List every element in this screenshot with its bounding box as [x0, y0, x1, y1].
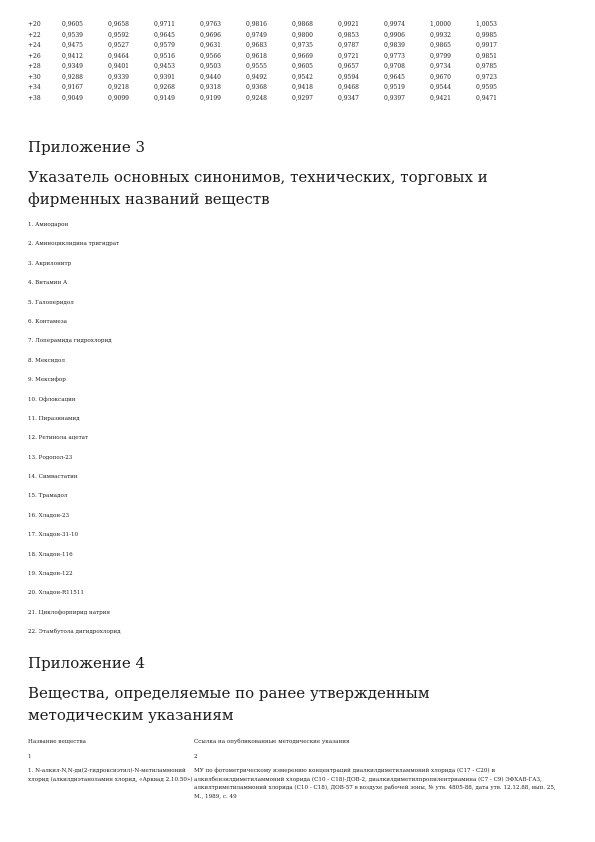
methods-table-column-numbers	[28, 753, 558, 767]
list-item: 14. Симвастатин	[28, 474, 78, 481]
value-cell: 0,9391	[154, 73, 175, 81]
value-cell: 0,9658	[108, 21, 129, 28]
value-cell: 1,0053	[476, 21, 497, 28]
table-row	[28, 62, 522, 73]
column-number-2: 2	[194, 754, 198, 760]
value-cell: 0,9631	[200, 42, 221, 49]
list-item: 22. Этамбутола дигидрохлорид	[28, 629, 121, 636]
value-cell: 0,9723	[476, 73, 497, 81]
method-reference: МУ по фотометрическому измерению концентраций диалкилдиметиламмоний хлорида (С17 - С20) и алкилбензилдиметиламмоний хлорида (С10 - С18)-ДОВ-2, диалкилдиметилпропилентриамина (С7 - С9) ЭФХАВ-ГАЗ, алкилтриметиламмоний хлорида (С10 - С18), ДОВ-57 в воздухе рабочей зоны, № утв. 4805-88, дата утв. 12.12.88, вып. 25, М., 1989, с. 49	[194, 768, 556, 800]
temperature-cell: +26	[28, 52, 41, 60]
table-row	[28, 31, 522, 42]
value-cell: 0,9657	[338, 63, 359, 70]
methods-table-row	[28, 767, 558, 801]
synonym-list	[28, 220, 121, 647]
value-cell: 0,9645	[154, 31, 175, 39]
list-item: 2. Аминоциклидина тригидрат	[28, 241, 120, 248]
value-cell: 0,9579	[154, 42, 175, 49]
density-table	[28, 20, 522, 104]
value-cell: 0,9799	[430, 52, 451, 60]
list-item: 7. Лоперамида гидрохлорид	[28, 338, 112, 345]
value-cell: 0,9248	[246, 94, 267, 102]
value-cell: 0,9288	[62, 73, 83, 81]
value-cell: 0,9519	[384, 84, 405, 91]
value-cell: 0,9542	[292, 73, 313, 81]
value-cell: 0,9749	[246, 31, 267, 39]
value-cell: 0,9412	[62, 52, 83, 60]
value-cell: 0,9851	[476, 52, 497, 60]
methods-table	[28, 738, 558, 801]
list-item: 10. Офлоксацин	[28, 396, 76, 403]
value-cell: 0,9555	[246, 63, 267, 70]
value-cell: 0,9149	[154, 94, 175, 102]
value-cell: 0,9440	[200, 73, 221, 81]
temperature-cell: +22	[28, 31, 41, 39]
value-cell: 0,9763	[200, 21, 221, 28]
value-cell: 0,9645	[384, 73, 405, 81]
value-cell: 0,9865	[430, 42, 451, 49]
value-cell: 0,9421	[430, 94, 451, 102]
value-cell: 0,9544	[430, 84, 451, 91]
value-cell: 0,9800	[292, 31, 313, 39]
value-cell: 0,9605	[62, 21, 83, 28]
list-item: 18. Хладон-116	[28, 551, 73, 558]
list-item: 15. Трамадол	[28, 493, 68, 500]
value-cell: 0,9735	[292, 42, 313, 49]
list-item: 12. Ретинола ацетат	[28, 435, 89, 442]
list-item: 8. Мексидол	[28, 357, 65, 364]
value-cell: 0,9708	[384, 63, 405, 70]
value-cell: 0,9464	[108, 52, 129, 60]
value-cell: 0,9401	[108, 63, 129, 70]
list-item: 20. Хладон-R11511	[28, 590, 84, 597]
table-row	[28, 41, 522, 52]
table-row	[28, 73, 522, 84]
value-cell: 0,9669	[292, 52, 313, 60]
list-item: 16. Хладон-23	[28, 512, 70, 519]
value-cell: 0,9453	[154, 63, 175, 70]
temperature-cell: +24	[28, 42, 41, 49]
value-cell: 0,9618	[246, 52, 267, 60]
list-item: 6. Контамеза	[28, 318, 68, 325]
table-row	[28, 94, 522, 105]
value-cell: 0,9853	[338, 31, 359, 39]
value-cell: 0,9921	[338, 21, 359, 28]
value-cell: 0,9318	[200, 84, 221, 91]
value-cell: 0,9683	[246, 42, 267, 49]
value-cell: 0,9471	[476, 94, 497, 102]
column-header-reference: Ссылка на опубликованные методические указания	[194, 739, 350, 745]
value-cell: 0,9397	[384, 94, 405, 102]
value-cell: 0,9773	[384, 52, 405, 60]
value-cell: 0,9339	[108, 73, 129, 81]
substance-name: 1. N-алкил-N,N-ди(2-гидроксиэтил)-N-метиламмоний хлорид (алкилдиэтаноламин хлорид, «Арквад 2.10.50»)	[28, 768, 193, 783]
value-cell: 0,9539	[62, 31, 83, 39]
temperature-cell: +28	[28, 63, 41, 70]
value-cell: 0,9785	[476, 63, 497, 70]
value-cell: 0,9711	[154, 21, 175, 28]
list-item: 19. Хладон-122	[28, 571, 73, 578]
value-cell: 0,9787	[338, 42, 359, 49]
temperature-cell: +38	[28, 94, 41, 102]
temperature-cell: +34	[28, 84, 41, 91]
value-cell: 0,9932	[430, 31, 451, 39]
value-cell: 0,9199	[200, 94, 221, 102]
value-cell: 0,9594	[338, 73, 359, 81]
value-cell: 0,9218	[108, 84, 129, 91]
methods-table-header	[28, 738, 558, 753]
value-cell: 0,9347	[338, 94, 359, 102]
value-cell: 0,9839	[384, 42, 405, 49]
column-header-substance: Название вещества	[28, 739, 86, 745]
column-number-1: 1	[28, 754, 32, 760]
value-cell: 0,9696	[200, 31, 221, 39]
value-cell: 0,9167	[62, 84, 83, 91]
value-cell: 0,9368	[246, 84, 267, 91]
list-item: 13. Родопол-23	[28, 454, 73, 461]
value-cell: 0,9349	[62, 63, 83, 70]
list-item: 11. Пиразинамид	[28, 415, 80, 422]
appendix-4-title: Вещества, определяемые по ранее утвержденным методическим указаниям	[28, 684, 430, 724]
temperature-cell: +30	[28, 73, 41, 81]
table-row	[28, 52, 522, 63]
value-cell: 0,9099	[108, 94, 129, 102]
value-cell: 0,9468	[338, 84, 359, 91]
value-cell: 0,9297	[292, 94, 313, 102]
list-item: 3. Акрилонитр	[28, 260, 72, 267]
value-cell: 0,9592	[108, 31, 129, 39]
value-cell: 0,9516	[154, 52, 175, 60]
list-item: 1. Амиодарон	[28, 222, 69, 228]
list-item: 5. Галоперидол	[28, 299, 74, 306]
table-row	[28, 20, 522, 31]
list-item: 21. Циклофорпирид натрия	[28, 609, 111, 616]
value-cell: 0,9974	[384, 21, 405, 28]
value-cell: 0,9418	[292, 84, 313, 91]
value-cell: 0,9049	[62, 94, 83, 102]
value-cell: 0,9605	[292, 63, 313, 70]
value-cell: 0,9566	[200, 52, 221, 60]
value-cell: 0,9670	[430, 73, 451, 81]
value-cell: 0,9906	[384, 31, 405, 39]
value-cell: 0,9503	[200, 63, 221, 70]
value-cell: 0,9917	[476, 42, 497, 49]
value-cell: 0,9816	[246, 21, 267, 28]
value-cell: 0,9868	[292, 21, 313, 28]
appendix-4-heading: Приложение 4	[28, 654, 146, 672]
value-cell: 0,9268	[154, 84, 175, 91]
appendix-3-heading: Приложение 3	[28, 138, 146, 156]
list-item: 9. Мексифор	[28, 377, 66, 384]
list-item: 17. Хладон-31-10	[28, 532, 79, 539]
value-cell: 0,9527	[108, 42, 129, 49]
list-item: 4. Витамин А	[28, 280, 68, 287]
value-cell: 0,9985	[476, 31, 497, 39]
temperature-cell: +20	[28, 21, 41, 28]
density-table-body	[28, 20, 522, 104]
value-cell: 0,9475	[62, 42, 83, 49]
value-cell: 0,9721	[338, 52, 359, 60]
value-cell: 0,9492	[246, 73, 267, 81]
value-cell: 0,9734	[430, 63, 451, 70]
value-cell: 0,9595	[476, 84, 497, 91]
table-row	[28, 83, 522, 94]
appendix-3-title: Указатель основных синонимов, технических, торговых и фирменных названий веществ	[28, 168, 488, 208]
value-cell: 1,0000	[430, 21, 451, 28]
